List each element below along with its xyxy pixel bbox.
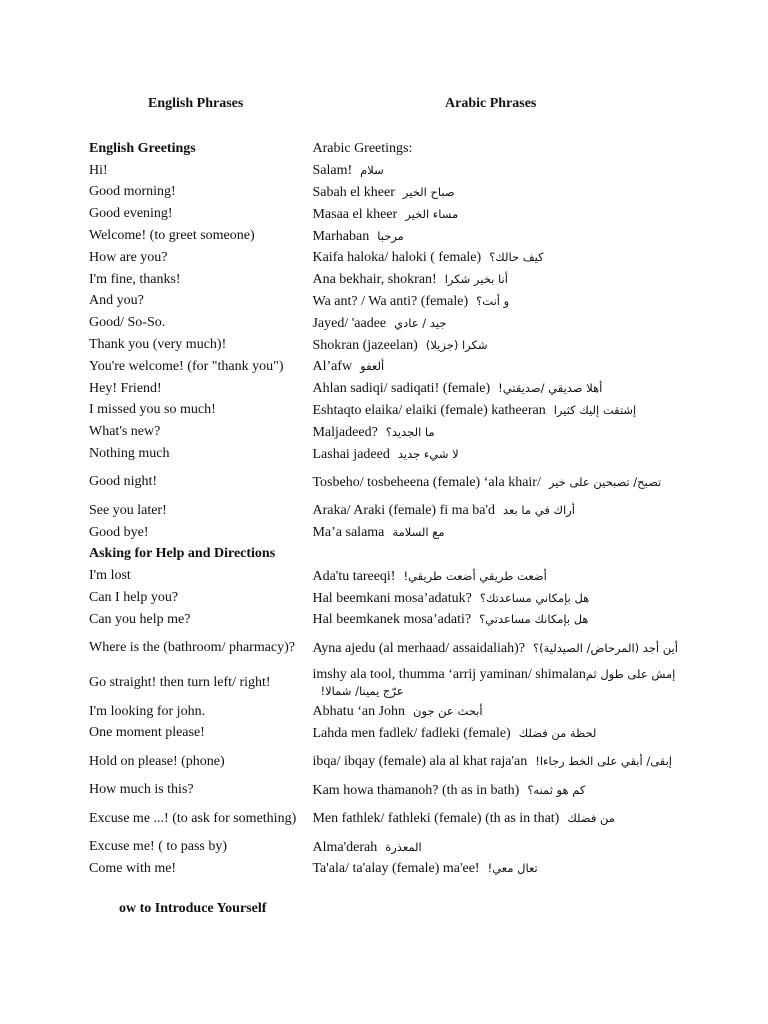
transliteration: Tosbeho/ tosbeheena (female) ‘ala khair/ [312,474,541,490]
english-phrase: Excuse me ...! (to ask for something) [89,810,297,826]
arabic-phrase-cell [312,400,689,422]
english-phrase: Hi! [89,162,108,178]
arabic-script: أين أجد (المرحاض/ الصيدلية)؟ [533,640,678,655]
arabic-script: لا شيء جديد [397,446,459,461]
arabic-phrase-cell [312,203,689,225]
phrase-row [89,443,689,465]
transliteration: Salam! [312,163,353,179]
phrase-row [89,203,689,225]
phrase-row [89,160,689,182]
english-phrase: Thank you (very much)! [89,337,227,353]
transliteration: Marhaban [312,228,370,244]
arabic-phrase-cell [312,858,689,880]
arabic-phrase-cell [312,744,689,779]
arabic-script: مساء الخير [405,206,459,221]
transliteration: Abhatu ‘an John [312,704,406,720]
english-phrase: One moment please! [89,725,205,741]
arabic-script: ما الجديد؟ [385,424,435,439]
arabic-phrase-cell [312,225,689,247]
arabic-script: هل بإمكانك مساعدتي؟ [479,612,589,627]
arabic-script: سلام [360,163,384,178]
phrase-row [89,500,689,522]
arabic-script: شكرا (جزيلا) [425,337,488,352]
phrase-row [89,378,689,400]
arabic-script: كيف حالك؟ [489,250,544,265]
arabic-phrase-cell [312,701,689,723]
arabic-phrase-cell [312,160,689,182]
english-phrase: You're welcome! (for "thank you") [89,358,284,374]
arabic-script: هل بإمكاني مساعدتك؟ [479,590,590,605]
phrase-row [89,465,689,500]
arabic-script: من فضلك [567,811,615,826]
arabic-phrase-cell [312,801,689,836]
arabic-column-header: Arabic Phrases [445,96,537,111]
arabic-phrase-cell [312,334,689,356]
english-phrase: Can you help me? [89,611,191,627]
english-phrase: Hold on please! (phone) [89,753,225,769]
arabic-phrase-cell [312,312,689,334]
phrase-row [89,609,689,631]
arabic-phrase-cell [312,723,689,745]
arabic-phrase-cell [312,587,689,609]
phrase-row [89,400,689,422]
transliteration: Ayna ajedu (al merhaad/ assaidaliah)? [312,640,525,656]
phrase-row [89,225,689,247]
phrase-row [89,291,689,313]
english-phrase: Come with me! [89,860,177,876]
english-phrase: And you? [89,293,144,309]
arabic-script: كم هو ثمنه؟ [527,782,586,797]
english-phrase: I missed you so much! [89,402,216,418]
arabic-phrase-cell [312,836,689,858]
arabic-phrase-cell [312,544,689,566]
phrase-row [89,312,689,334]
transliteration: Ma’a salama [312,525,385,541]
english-phrase: See you later! [89,502,167,518]
section-heading-row [89,544,689,566]
arabic-script: لحظة من فضلك [518,725,597,740]
phrase-row [89,666,689,701]
transliteration: Araka/ Araki (female) fi ma ba'd [312,503,495,519]
arabic-script: مع السلامة [392,525,445,540]
arabic-phrase-cell [312,443,689,465]
transliteration: Maljadeed? [312,424,378,440]
phrase-row [89,723,689,745]
section-heading-row [89,138,689,160]
phrase-row [89,247,689,269]
arabic-script: صباح الخير [402,184,455,199]
phrase-table [89,138,689,880]
transliteration: Lashai jadeed [312,446,390,462]
phrase-row [89,701,689,723]
transliteration: Jayed/ 'aadee [312,315,387,331]
transliteration: Eshtaqto elaika/ elaiki (female) katheeran [312,402,546,418]
arabic-script: أراك في ما بعد [502,503,575,518]
english-phrase: I'm fine, thanks! [89,271,181,287]
arabic-phrase-cell [312,138,689,160]
transliteration: Ada'tu tareeqi! [312,568,396,584]
arabic-phrase-cell [312,182,689,204]
phrase-row [89,182,689,204]
phrase-row [89,522,689,544]
arabic-phrase-cell [312,269,689,291]
english-phrase: Hey! Friend! [89,380,162,396]
english-phrase: Where is the (bathroom/ pharmacy)? [89,640,296,656]
phrase-row [89,334,689,356]
english-phrase: Nothing much [89,446,170,462]
arabic-phrase-cell [312,779,689,801]
arabic-phrase-cell [312,356,689,378]
english-phrase: Good morning! [89,184,176,200]
transliteration: imshy ala tool, thumma ‘arrij yaminan/ shimalan [312,667,586,683]
section-heading: English Greetings [89,140,196,156]
transliteration: Shokran (jazeelan) [312,337,418,353]
transliteration: Ana bekhair, shokran! [312,272,437,288]
arabic-phrase-cell [312,522,689,544]
transliteration: Arabic Greetings: [312,140,413,156]
english-phrase: I'm lost [89,568,131,584]
english-column-header: English Phrases [148,96,244,111]
arabic-script: و أنت؟ [476,293,510,308]
arabic-script: إمش على طول ثم عرّج يمينا/ شمالا! [320,667,676,699]
english-phrase: How much is this? [89,782,194,798]
arabic-phrase-cell [312,666,689,701]
arabic-script: أهلا صديقي /صديقتي! [498,381,603,396]
transliteration: Kaifa haloka/ haloki ( female) [312,250,482,266]
arabic-phrase-cell [312,247,689,269]
transliteration: Masaa el kheer [312,206,398,222]
arabic-script: إبقى/ أبقي على الخط رجاءا! [535,754,672,769]
arabic-script: تعال معي! [487,861,538,876]
phrase-row [89,779,689,801]
arabic-script: أضعت طريقي أضعت طريقي! [403,568,547,583]
arabic-script: ألعفو [360,359,385,374]
transliteration: Ta'ala/ ta'alay (female) ma'ee! [312,861,480,877]
arabic-phrase-cell [312,291,689,313]
english-phrase: Can I help you? [89,590,179,606]
arabic-script: إشتقت إليك كثيرا [553,402,637,417]
arabic-phrase-cell [312,631,689,666]
transliteration: Wa ant? / Wa anti? (female) [312,293,469,309]
phrase-row [89,356,689,378]
phrase-row [89,744,689,779]
phrase-row [89,836,689,858]
english-phrase: Good evening! [89,206,173,222]
arabic-phrase-cell [312,500,689,522]
arabic-script: مرحبا [377,228,404,243]
phrase-row [89,631,689,666]
arabic-script: أنا بخير شكرا [444,272,508,287]
transliteration: Lahda men fadlek/ fadleki (female) [312,725,511,741]
arabic-script: تصبح/ تصبحين على خير [548,474,662,489]
phrase-row [89,858,689,880]
english-phrase: Good bye! [89,524,149,540]
phrase-row [89,269,689,291]
english-phrase: Welcome! (to greet someone) [89,228,255,244]
transliteration: Ahlan sadiqi/ sadiqati! (female) [312,381,491,397]
arabic-phrase-cell [312,421,689,443]
transliteration: Al’afw [312,359,353,375]
arabic-script: المعذرة [385,839,422,854]
english-phrase: What's new? [89,424,161,440]
arabic-script: أبحث عن جون [413,704,483,719]
english-phrase: I'm looking for john. [89,703,206,719]
english-phrase: How are you? [89,249,168,265]
arabic-phrase-cell [312,609,689,631]
english-phrase: Good night! [89,474,158,490]
phrase-row [89,421,689,443]
transliteration: Alma'derah [312,839,378,855]
transliteration: Kam howa thamanoh? (th as in bath) [312,782,520,798]
english-phrase: Go straight! then turn left/ right! [89,675,271,691]
english-phrase: Good/ So-So. [89,315,166,331]
phrase-row [89,565,689,587]
transliteration: Hal beemkanek mosa’adati? [312,612,472,628]
transliteration: ibqa/ ibqay (female) ala al khat raja'an [312,754,528,770]
phrase-row [89,801,689,836]
section-heading-introduce-yourself: ow to Introduce Yourself [119,901,267,916]
english-phrase: Excuse me! ( to pass by) [89,839,228,855]
transliteration: Hal beemkani mosa’adatuk? [312,590,472,606]
arabic-phrase-cell [312,378,689,400]
section-heading: Asking for Help and Directions [89,546,276,562]
arabic-script: جيد / عادي [394,315,447,330]
transliteration: Men fathlek/ fathleki (female) (th as in that) [312,811,560,827]
arabic-phrase-cell [312,565,689,587]
transliteration: Sabah el kheer [312,184,395,200]
phrase-row [89,587,689,609]
arabic-phrase-cell [312,465,689,500]
